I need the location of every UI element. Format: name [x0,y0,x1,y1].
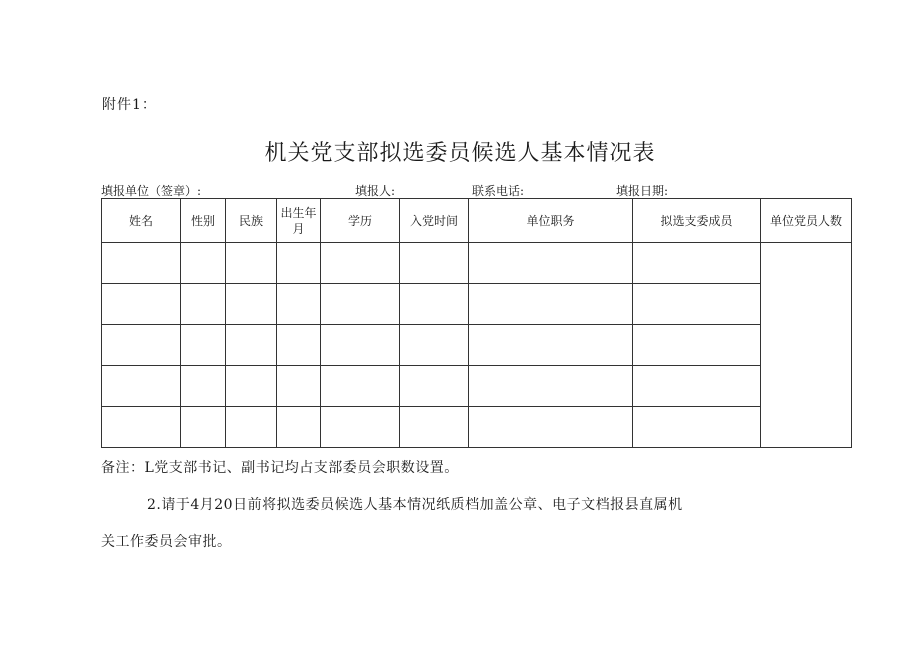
cell-name[interactable] [102,366,181,407]
note-line-2: 2.请于4月20日前将拟选委员候选人基本情况纸质档加盖公章、电子文档报县直属机 [147,497,683,513]
table-row [102,407,852,448]
cell-join-date[interactable] [400,366,469,407]
cell-birth-date[interactable] [277,325,321,366]
cell-join-date[interactable] [400,325,469,366]
attachment-label: 附件1： [102,97,157,113]
cell-gender[interactable] [181,325,226,366]
cell-birth-date[interactable] [277,243,321,284]
cell-birth-date[interactable] [277,284,321,325]
cell-education[interactable] [321,407,400,448]
cell-education[interactable] [321,243,400,284]
cell-birth-date[interactable] [277,407,321,448]
cell-ethnicity[interactable] [226,407,277,448]
cell-name[interactable] [102,407,181,448]
page-title: 机关党支部拟选委员候选人基本情况表 [264,141,656,166]
cell-name[interactable] [102,325,181,366]
note-line-1: 备注：L党支部书记、副书记均占支部委员会职数设置。 [101,460,459,476]
header-birth-date: 出生年月 [277,199,321,243]
cell-birth-date[interactable] [277,366,321,407]
cell-position[interactable] [469,284,633,325]
meta-filler-label: 填报人: [355,184,396,198]
cell-gender[interactable] [181,407,226,448]
cell-gender[interactable] [181,243,226,284]
cell-position[interactable] [469,243,633,284]
cell-education[interactable] [321,325,400,366]
meta-date-label: 填报日期: [616,184,669,198]
cell-gender[interactable] [181,366,226,407]
header-ethnicity: 民族 [226,199,277,243]
table-row [102,325,852,366]
cell-join-date[interactable] [400,407,469,448]
header-education: 学历 [321,199,400,243]
cell-ethnicity[interactable] [226,284,277,325]
cell-name[interactable] [102,243,181,284]
cell-member-count[interactable] [761,243,852,448]
header-committee-member: 拟选支委成员 [633,199,761,243]
table-row [102,284,852,325]
cell-join-date[interactable] [400,243,469,284]
header-name: 姓名 [102,199,181,243]
cell-ethnicity[interactable] [226,325,277,366]
table-header-row [102,199,852,243]
cell-committee-member[interactable] [633,243,761,284]
cell-education[interactable] [321,366,400,407]
cell-committee-member[interactable] [633,407,761,448]
table-row [102,366,852,407]
cell-committee-member[interactable] [633,366,761,407]
header-position: 单位职务 [469,199,633,243]
note-line-3: 关工作委员会审批。 [101,534,232,550]
cell-committee-member[interactable] [633,325,761,366]
header-member-count: 单位党员人数 [761,199,852,243]
cell-position[interactable] [469,325,633,366]
cell-gender[interactable] [181,284,226,325]
cell-join-date[interactable] [400,284,469,325]
cell-education[interactable] [321,284,400,325]
meta-phone-label: 联系电话: [472,184,525,198]
header-join-date: 入党时间 [400,199,469,243]
cell-ethnicity[interactable] [226,366,277,407]
candidate-table [101,198,852,448]
header-gender: 性别 [181,199,226,243]
meta-unit-label: 填报单位（签章）: [101,184,202,198]
table-row [102,243,852,284]
cell-committee-member[interactable] [633,284,761,325]
cell-name[interactable] [102,284,181,325]
cell-position[interactable] [469,407,633,448]
cell-ethnicity[interactable] [226,243,277,284]
cell-position[interactable] [469,366,633,407]
